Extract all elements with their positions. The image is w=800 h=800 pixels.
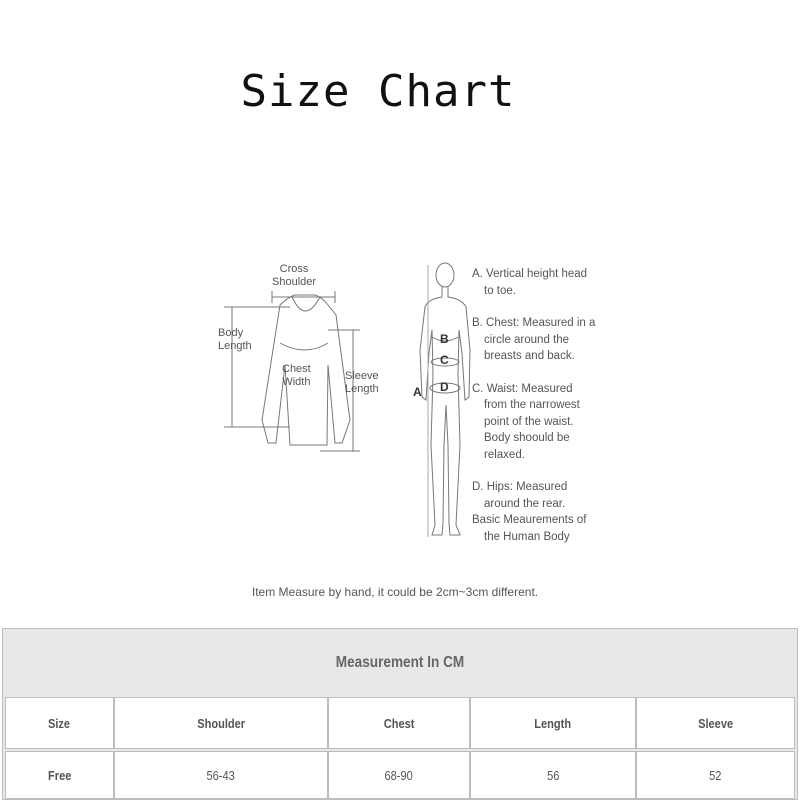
- measurement-diagram: [210, 255, 610, 555]
- sweater-neckline: [292, 297, 320, 311]
- header-shoulder: Shoulder: [114, 697, 328, 749]
- measurement-notes: [472, 266, 597, 561]
- note-chest: B. Chest: Measured in a circle around the breasts and back.: [472, 317, 596, 362]
- row-size-free: Free: [5, 751, 114, 799]
- size-table: [2, 628, 798, 800]
- cell-sleeve: 52: [636, 751, 795, 799]
- page-title: Size Chart: [240, 66, 516, 117]
- marker-c: C: [440, 353, 449, 367]
- sweater-inner: [280, 343, 328, 350]
- marker-d: D: [440, 380, 449, 394]
- note-height: A. Vertical height head to toe.: [472, 268, 588, 297]
- body-length-label: Body Length: [218, 327, 252, 352]
- header-size: Size: [5, 697, 114, 749]
- measure-disclaimer: Item Measure by hand, it could be 2cm~3cm different.: [251, 585, 539, 599]
- header-sleeve: Sleeve: [636, 697, 795, 749]
- sleeve-length-label: Sleeve Length: [345, 370, 379, 395]
- cell-shoulder: 56-43: [114, 751, 328, 799]
- table-caption: Measurement In CM: [335, 654, 465, 671]
- header-chest: Chest: [328, 697, 470, 749]
- chest-width-label: Chest Width: [282, 363, 311, 388]
- note-waist: C. Waist: Measured from the narrowest point of the waist. Body shoould be relaxed.: [472, 382, 580, 461]
- body-head: [436, 263, 454, 287]
- marker-a: A: [413, 385, 422, 399]
- marker-b: B: [440, 332, 449, 346]
- note-hips: D. Hips: Measured around the rear.: [472, 481, 568, 510]
- cross-shoulder-label: Cross Shoulder: [272, 263, 317, 288]
- cell-length: 56: [470, 751, 636, 799]
- note-basic: Basic Meaurements of the Human Body: [472, 514, 587, 543]
- header-length: Length: [470, 697, 636, 749]
- cell-chest: 68-90: [328, 751, 470, 799]
